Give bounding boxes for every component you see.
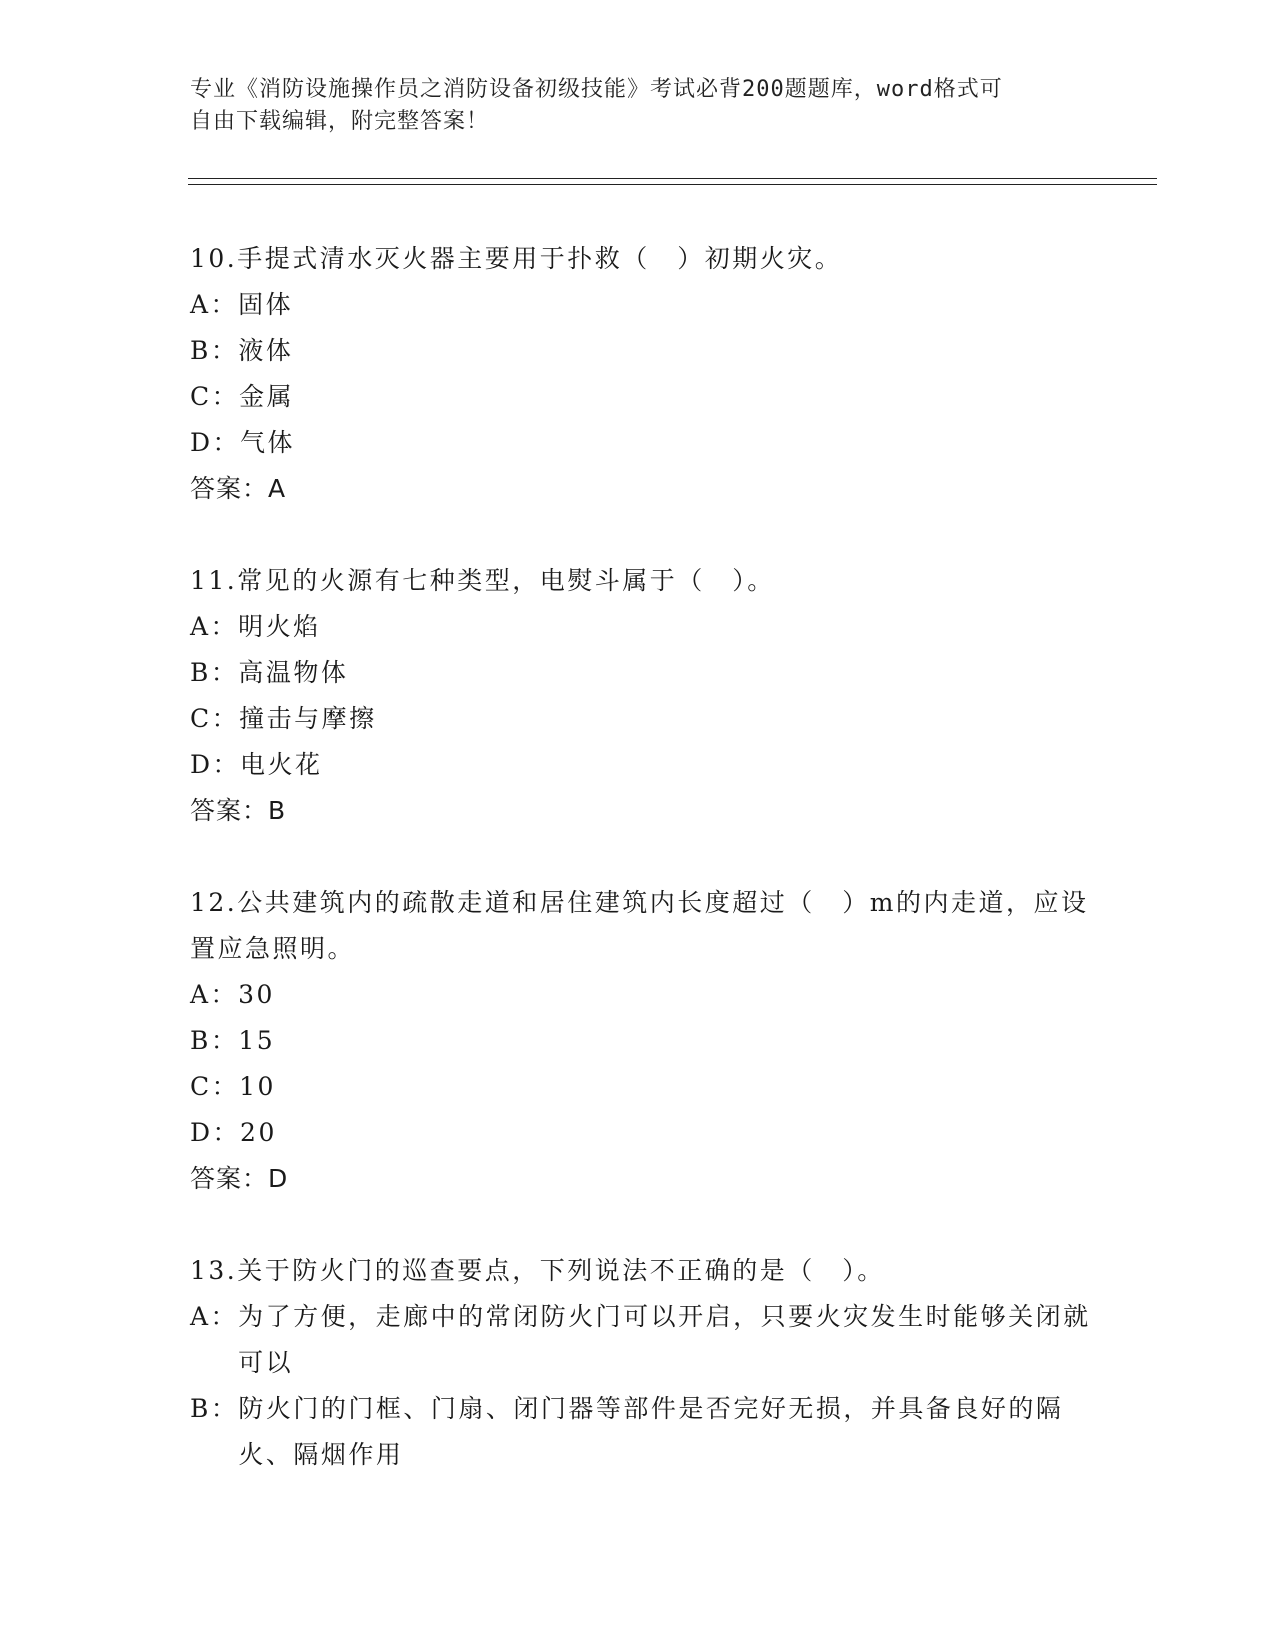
answer-line: 答案：D <box>190 1164 289 1193</box>
option-letter: A： <box>190 980 239 1009</box>
option-text: 20 <box>240 1118 277 1147</box>
option-text: 明火焰 <box>238 612 321 641</box>
option-c <box>190 696 1110 742</box>
option-letter: B： <box>190 1394 239 1423</box>
option-text: 10 <box>239 1072 276 1101</box>
option-a <box>190 972 1110 1018</box>
answer-line: 答案：A <box>190 474 287 503</box>
question-10 <box>190 236 1110 512</box>
option-letter: B： <box>190 658 239 687</box>
header-line-2: 自由下载编辑，附完整答案！ <box>190 109 490 134</box>
option-letter: A： <box>190 612 239 641</box>
option-text: 金属 <box>239 382 295 411</box>
question-stem: 10.手提式清水灭火器主要用于扑救（ ）初期火灾。 <box>190 244 843 273</box>
header-line-1: 专业《消防设施操作员之消防设备初级技能》考试必背200题题库，word格式可 <box>190 77 1003 102</box>
option-text: 为了方便，走廊中的常闭防火门可以开启，只要火灾发生时能够关闭就可以 <box>238 1302 1091 1377</box>
option-letter: B： <box>190 336 239 365</box>
question-11 <box>190 558 1110 834</box>
option-text: 固体 <box>238 290 294 319</box>
option-b <box>190 1018 1110 1064</box>
option-letter: A： <box>190 290 239 319</box>
option-a <box>190 604 1110 650</box>
option-b <box>190 650 1110 696</box>
option-letter: C： <box>190 382 240 411</box>
question-stem: 12.公共建筑内的疏散走道和居住建筑内长度超过（ ）m的内走道，应设置应急照明。 <box>190 888 1089 963</box>
option-letter: C： <box>190 1072 240 1101</box>
option-d <box>190 742 1110 788</box>
option-letter: D： <box>190 428 241 457</box>
option-b <box>190 1386 1110 1478</box>
option-text: 30 <box>238 980 275 1009</box>
option-text: 防火门的门框、门扇、闭门器等部件是否完好无损，并具备良好的隔火、隔烟作用 <box>238 1394 1064 1469</box>
option-c <box>190 374 1110 420</box>
option-text: 电火花 <box>240 750 323 779</box>
option-a <box>190 1294 1110 1386</box>
option-letter: C： <box>190 704 240 733</box>
answer-line: 答案：B <box>190 796 287 825</box>
option-d <box>190 1110 1110 1156</box>
option-letter: B： <box>190 1026 239 1055</box>
option-d <box>190 420 1110 466</box>
question-stem: 11.常见的火源有七种类型，电熨斗属于（ ）。 <box>190 566 775 595</box>
option-text: 15 <box>238 1026 276 1055</box>
document-header <box>190 74 1090 138</box>
option-b <box>190 328 1110 374</box>
option-letter: D： <box>190 1118 241 1147</box>
question-list <box>190 236 1110 1524</box>
question-stem: 13.关于防火门的巡查要点，下列说法不正确的是（ ）。 <box>190 1256 885 1285</box>
header-divider-top <box>188 178 1157 179</box>
option-text: 液体 <box>238 336 294 365</box>
question-12 <box>190 880 1110 1202</box>
option-text: 气体 <box>240 428 296 457</box>
option-c <box>190 1064 1110 1110</box>
question-13 <box>190 1248 1110 1478</box>
option-text: 撞击与摩擦 <box>239 704 377 733</box>
option-a <box>190 282 1110 328</box>
header-divider-bottom <box>188 184 1157 185</box>
option-letter: D： <box>190 750 241 779</box>
option-text: 高温物体 <box>238 658 349 687</box>
option-letter: A： <box>190 1302 239 1331</box>
